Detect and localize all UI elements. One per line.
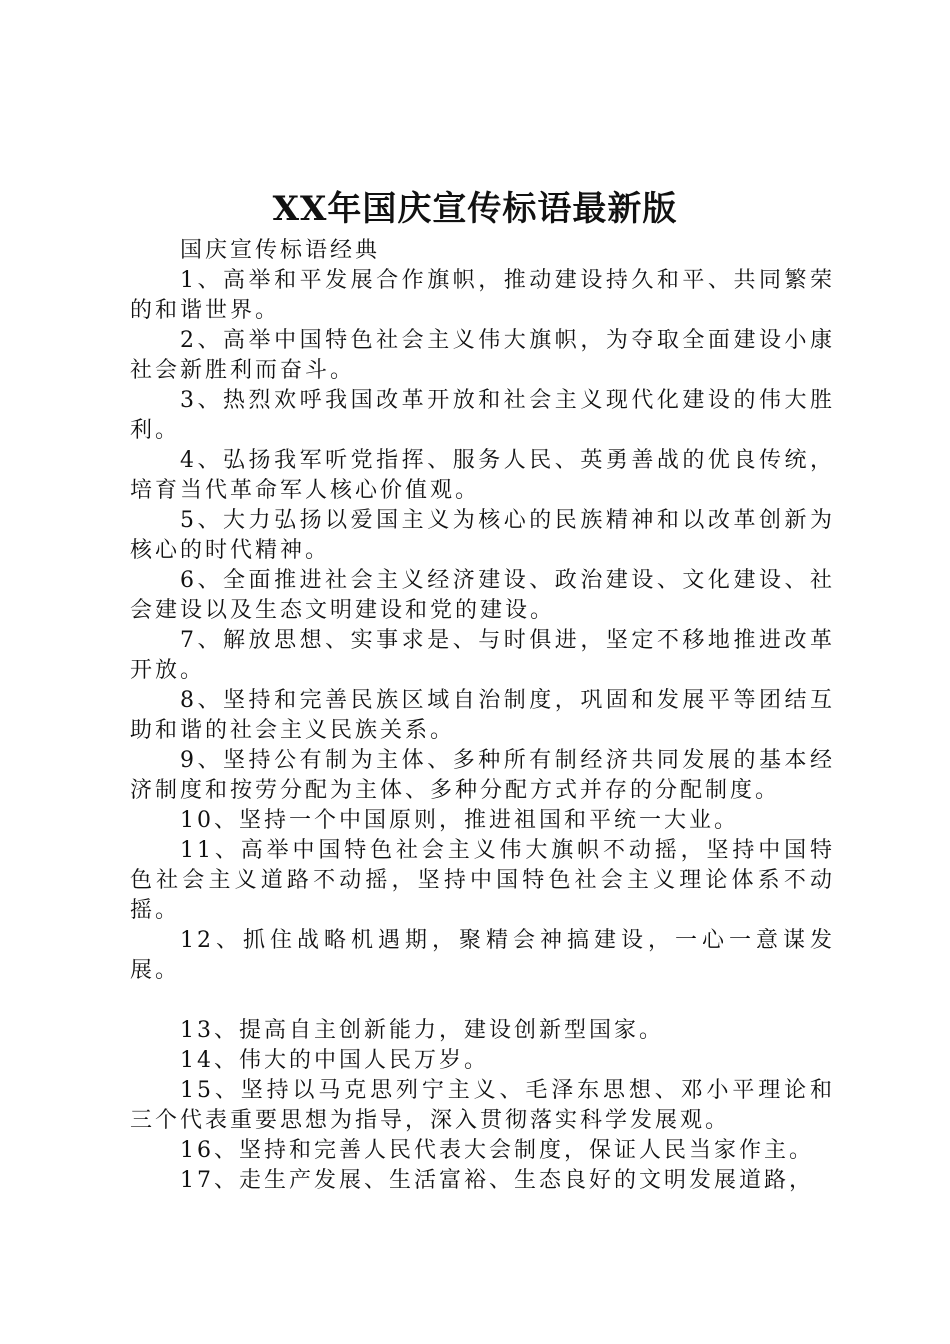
slogan-item-12: 12、抓住战略机遇期，聚精会神搞建设，一心一意谋发展。 — [130, 928, 835, 983]
section-heading: 国庆宣传标语经典 — [180, 238, 381, 263]
document-body — [130, 236, 835, 1196]
slogan-item-2: 2、高举中国特色社会主义伟大旗帜，为夺取全面建设小康社会新胜利而奋斗。 — [130, 328, 835, 383]
slogan-item-14: 14、伟大的中国人民万岁。 — [180, 1048, 489, 1073]
document-title: XX年国庆宣传标语最新版 — [272, 189, 678, 229]
slogan-item-4: 4、弘扬我军听党指挥、服务人民、英勇善战的优良传统，培育当代革命军人核心价值观。 — [130, 448, 835, 503]
slogan-item-8: 8、坚持和完善民族区域自治制度，巩固和发展平等团结互助和谐的社会主义民族关系。 — [130, 688, 835, 743]
slogan-item-15: 15、坚持以马克思列宁主义、毛泽东思想、邓小平理论和三个代表重要思想为指导，深入贯彻落实科学发展观。 — [130, 1078, 835, 1133]
slogan-item-5: 5、大力弘扬以爱国主义为核心的民族精神和以改革创新为核心的时代精神。 — [130, 508, 835, 563]
slogan-item-3: 3、热烈欢呼我国改革开放和社会主义现代化建设的伟大胜利。 — [130, 388, 835, 443]
slogan-item-13: 13、提高自主创新能力，建设创新型国家。 — [180, 1018, 664, 1043]
slogan-item-6: 6、全面推进社会主义经济建设、政治建设、文化建设、社会建设以及生态文明建设和党的建设。 — [130, 568, 835, 623]
slogan-item-7: 7、解放思想、实事求是、与时俱进，坚定不移地推进改革开放。 — [130, 628, 835, 683]
slogan-item-11: 11、高举中国特色社会主义伟大旗帜不动摇，坚持中国特色社会主义道路不动摇，坚持中国特色社会主义理论体系不动摇。 — [130, 838, 835, 923]
slogan-item-17: 17、走生产发展、生活富裕、生态良好的文明发展道路， — [180, 1168, 814, 1193]
slogan-item-1: 1、高举和平发展合作旗帜，推动建设持久和平、共同繁荣的和谐世界。 — [130, 268, 835, 323]
slogan-item-16: 16、坚持和完善人民代表大会制度，保证人民当家作主。 — [180, 1138, 814, 1163]
slogan-item-10: 10、坚持一个中国原则，推进祖国和平统一大业。 — [180, 808, 739, 833]
slogan-item-9: 9、坚持公有制为主体、多种所有制经济共同发展的基本经济制度和按劳分配为主体、多种分配方式并存的分配制度。 — [130, 748, 835, 803]
